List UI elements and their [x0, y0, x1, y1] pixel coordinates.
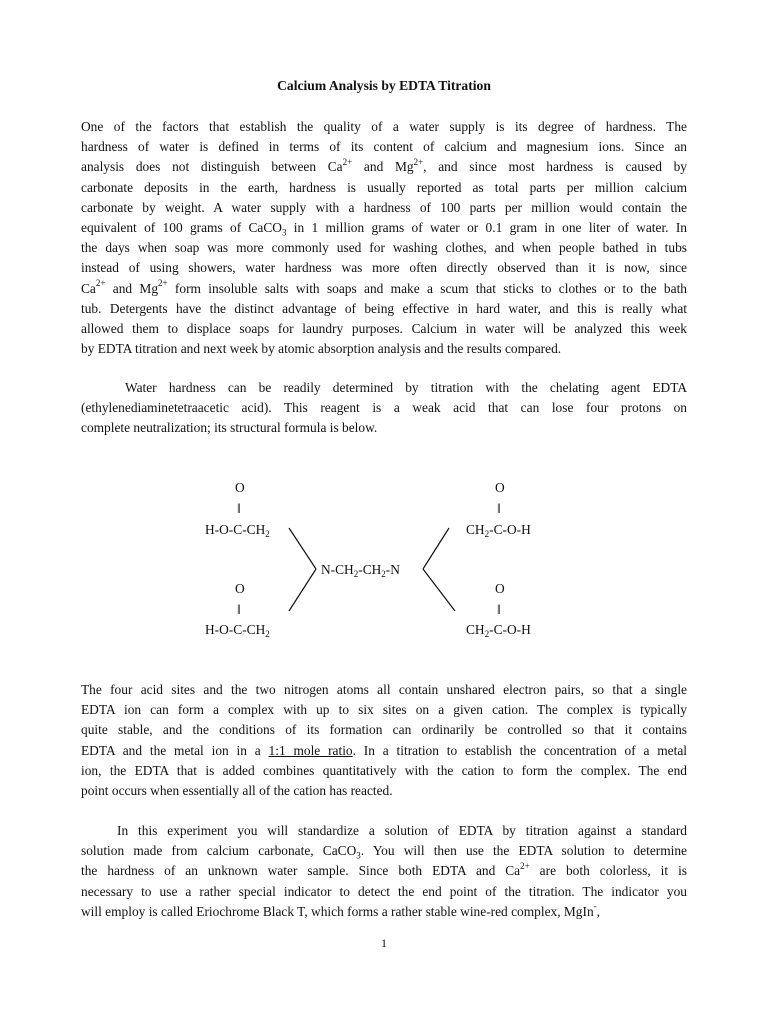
text-line: hardness of water is defined in terms of its content of calcium and magnesium ions. Since an [81, 139, 687, 155]
text-line: equivalent of 100 grams of CaCO$_3$ in 1 million grams of water or 0.1 gram in one liter of water. In [81, 220, 687, 238]
text-line: In this experiment you will standardize a solution of EDTA by titration against a standard [117, 823, 687, 838]
text-line: by EDTA titration and next week by atomic absorption analysis and the results compared. [81, 341, 562, 357]
acetate-group-label: $CH_2-C-O-H$ [466, 622, 531, 639]
bond-lines [289, 528, 455, 611]
text-line: One of the factors that establish the quality of a water supply is its degree of hardness. The [81, 119, 687, 134]
paragraph-intro [81, 117, 687, 359]
text-line: EDTA and the metal ion in a 1:1 mole ratio. In a titration to establish the concentration of a metal [81, 742, 688, 758]
mole-ratio-underline: 1:1 mole ratio [268, 742, 353, 758]
text-line: carbonate deposits in the earth, hardness is usually reported as total parts per million calcium [81, 179, 687, 195]
text-line: the hardness of an unknown water sample. Since both EDTA and $Ca^{2+}$ are both colorless, it is [81, 860, 687, 879]
acetate-group-label: $H-O-C-CH_2$ [205, 622, 270, 639]
double-bond: ‖ [497, 501, 501, 516]
text-line: (ethylenediaminetetraacetic acid). This reagent is a weak acid that can lose four protons on [81, 400, 687, 416]
double-bond: ‖ [237, 602, 241, 617]
acetate-group-label: $H-O-C-CH_2$ [205, 522, 270, 539]
double-bond: ‖ [497, 602, 501, 617]
oxygen-label: O [235, 581, 245, 596]
paragraph-edta [81, 378, 687, 439]
text-line: the days when soap was more commonly used for washing clothes, and when people bathed in tubs [81, 240, 687, 256]
ethylenediamine-label: $N-CH_2-CH_2-N$ [321, 562, 400, 579]
text-line: tub. Detergents have the distinct advantage of being effective in hard water, and this is really what [81, 300, 687, 316]
text-line: complete neutralization; its structural formula is below. [81, 420, 378, 436]
text-line: allowed them to displace soaps for laundry purposes. Calcium in water will be analyzed this week [81, 321, 687, 337]
paragraph-complex [81, 680, 687, 801]
text-line: ion, the EDTA that is added combines quantitatively with the cation to form the complex. The end [81, 762, 687, 778]
page-number: 1 [381, 936, 387, 950]
text-line: The four acid sites and the two nitrogen atoms all contain unshared electron pairs, so that a single [81, 682, 687, 697]
text-line: necessary to use a rather special indicator to detect the end point of the titration. The indicator you [81, 883, 687, 899]
text-line: will employ is called Eriochrome Black T, which forms a rather stable wine-red complex, MgIn-, [81, 901, 601, 919]
double-bond: ‖ [237, 501, 241, 516]
paragraph-experiment [81, 821, 687, 922]
text-line: point occurs when essentially all of the cation has reacted. [81, 783, 393, 799]
oxygen-label: O [235, 480, 245, 495]
text-line: Water hardness can be readily determined by titration with the chelating agent EDTA [125, 380, 687, 395]
text-line: quite stable, and the conditions of its formation can ordinarily be controlled so that it contains [81, 722, 687, 738]
text-line: EDTA ion can form a complex with up to six sites on a given cation. The complex is typically [81, 702, 687, 718]
text-line: instead of using showers, water hardness was more often directly observed than it is now, since [81, 260, 687, 276]
text-line: $Ca^{2+}$ and $Mg^{2+}$ form insoluble salts with soaps and make a scum that sticks to clothes or to the bath [81, 278, 687, 296]
text-line: solution made from calcium carbonate, CaCO$_3$. You will then use the EDTA solution to determine [81, 843, 687, 861]
text-line: carbonate by weight. A water supply with a hardness of 100 parts per million would contain the [81, 199, 687, 215]
text-line: analysis does not distinguish between $Ca^{2+}$ and $Mg^{2+}$, and since most hardness is caused by [81, 156, 688, 175]
acetate-group-label: $CH_2-C-O-H$ [466, 522, 531, 539]
oxygen-label: O [495, 581, 505, 596]
document-title: Calcium Analysis by EDTA Titration [277, 78, 491, 93]
oxygen-label: O [495, 480, 505, 495]
